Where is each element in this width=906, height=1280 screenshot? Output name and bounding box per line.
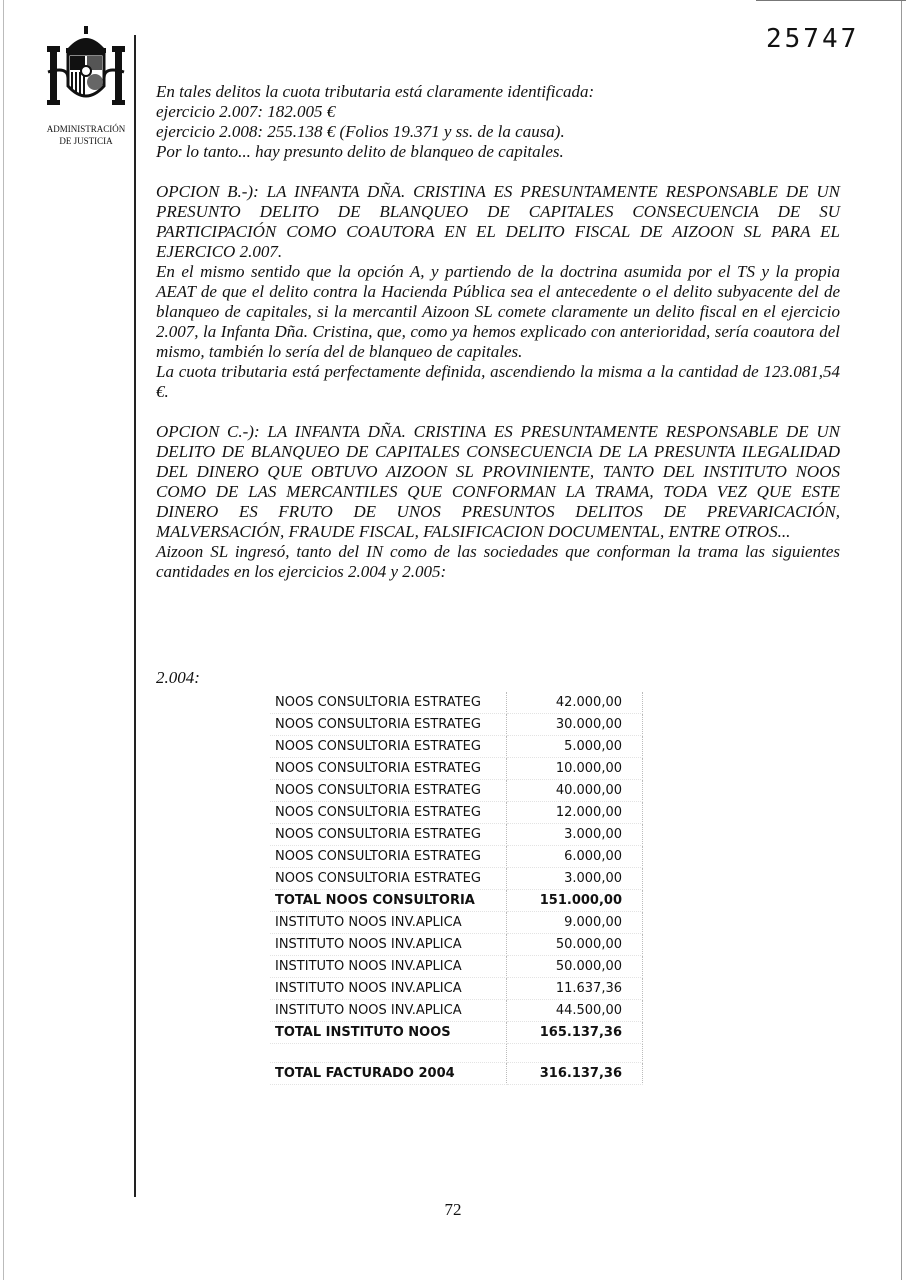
concept-cell: NOOS CONSULTORIA ESTRATEG <box>270 736 507 758</box>
coat-of-arms-logo <box>38 26 134 147</box>
paragraph: Aizoon SL ingresó, tanto del IN como de las sociedades que conforman la trama las siguientes cantidades en los ejercicios 2.004 y 2.005: <box>156 542 840 581</box>
logo-line: ADMINISTRACIÓN <box>46 124 126 134</box>
amount-cell: 9.000,00 <box>507 912 643 934</box>
concept-cell: TOTAL FACTURADO 2004 <box>270 1063 507 1085</box>
table-row <box>270 868 643 890</box>
table-row <box>270 978 643 1000</box>
document-body <box>156 82 840 582</box>
concept-cell: NOOS CONSULTORIA ESTRATEG <box>270 780 507 802</box>
concept-cell: TOTAL INSTITUTO NOOS <box>270 1022 507 1044</box>
payments-table <box>270 692 643 1085</box>
amount-cell: 50.000,00 <box>507 956 643 978</box>
concept-cell: TOTAL NOOS CONSULTORIA <box>270 890 507 912</box>
amount-cell: 316.137,36 <box>507 1063 643 1085</box>
concept-cell: INSTITUTO NOOS INV.APLICA <box>270 934 507 956</box>
logo-caption <box>38 123 134 147</box>
table-row <box>270 824 643 846</box>
table-row <box>270 912 643 934</box>
amount-cell: 3.000,00 <box>507 868 643 890</box>
table-row <box>270 758 643 780</box>
amount-cell: 42.000,00 <box>507 692 643 714</box>
paragraph: Por lo tanto... hay presunto delito de blanqueo de capitales. <box>156 142 564 161</box>
concept-cell: NOOS CONSULTORIA ESTRATEG <box>270 758 507 780</box>
concept-cell: NOOS CONSULTORIA ESTRATEG <box>270 868 507 890</box>
page-number: 72 <box>444 1200 462 1219</box>
option-c-heading: OPCION C.-): LA INFANTA DÑA. CRISTINA ES PRESUNTAMENTE RESPONSABLE DE UN DELITO DE BLANQUEO DE CAPITALES CONSECUENCIA DE LA PRESUNTA ILEGALIDAD DEL DINERO QUE OBTUVO AIZOON SL PROVINIENTE, TANTO DEL INSTITUTO NOOS COMO DE LAS MERCANTILES QUE CONFORMAN LA TRAMA, TODA VEZ QUE ESTE DINERO ES FRUTO DE UNOS PRESUNTOS DELITOS DE PREVARICACIÓN, MALVERSACIÓN, FRAUDE FISCAL, FALSIFICACION DOCUMENTAL, ENTRE OTROS... <box>156 422 840 541</box>
concept-cell: NOOS CONSULTORIA ESTRATEG <box>270 802 507 824</box>
logo-line: DE JUSTICIA <box>59 136 113 146</box>
table-row <box>270 846 643 868</box>
amount-cell: 30.000,00 <box>507 714 643 736</box>
concept-cell: NOOS CONSULTORIA ESTRATEG <box>270 692 507 714</box>
amount-cell: 44.500,00 <box>507 1000 643 1022</box>
paragraph: La cuota tributaria está perfectamente definida, ascendiendo la misma a la cantidad de 123.081,54 €. <box>156 362 840 401</box>
year-label: 2.004: <box>156 668 200 687</box>
table-total-row <box>270 1022 643 1044</box>
table-row <box>270 802 643 824</box>
table-row <box>270 1000 643 1022</box>
table-cell <box>507 1044 643 1063</box>
amount-cell: 151.000,00 <box>507 890 643 912</box>
paragraph: En el mismo sentido que la opción A, y partiendo de la doctrina asumida por el TS y la propia AEAT de que el delito contra la Hacienda Pública sea el antecedente o el delito subyacente del de blanqueo de capitales, si la mercantil Aizoon SL comete claramente un delito fiscal en el ejercicio 2.007, la Infanta Dña. Cristina, que, como ya hemos explicado con anterioridad, sería coautora del mismo, también lo sería del de blanqueo de capitales. <box>156 262 840 361</box>
table-row <box>270 714 643 736</box>
scan-edge <box>3 0 4 1280</box>
table-row <box>270 692 643 714</box>
scan-edge <box>901 0 902 1280</box>
coat-of-arms-icon <box>38 26 134 116</box>
concept-cell: NOOS CONSULTORIA ESTRATEG <box>270 846 507 868</box>
table-total-row <box>270 890 643 912</box>
table-row <box>270 956 643 978</box>
concept-cell: INSTITUTO NOOS INV.APLICA <box>270 1000 507 1022</box>
table-row <box>270 736 643 758</box>
table-row <box>270 780 643 802</box>
amount-cell: 6.000,00 <box>507 846 643 868</box>
folio-stamp: 25747 <box>766 24 860 54</box>
paragraph: En tales delitos la cuota tributaria está claramente identificada: <box>156 82 595 101</box>
paragraph: ejercicio 2.008: 255.138 € (Folios 19.371 y ss. de la causa). <box>156 122 565 141</box>
amount-cell: 12.000,00 <box>507 802 643 824</box>
amount-cell: 40.000,00 <box>507 780 643 802</box>
concept-cell: INSTITUTO NOOS INV.APLICA <box>270 912 507 934</box>
table-cell <box>270 1044 507 1063</box>
amount-cell: 3.000,00 <box>507 824 643 846</box>
margin-rule <box>134 35 136 1197</box>
concept-cell: NOOS CONSULTORIA ESTRATEG <box>270 714 507 736</box>
amount-cell: 50.000,00 <box>507 934 643 956</box>
paragraph: ejercicio 2.007: 182.005 € <box>156 102 336 121</box>
amount-cell: 11.637,36 <box>507 978 643 1000</box>
concept-cell: INSTITUTO NOOS INV.APLICA <box>270 956 507 978</box>
table-row <box>270 934 643 956</box>
amount-cell: 5.000,00 <box>507 736 643 758</box>
concept-cell: INSTITUTO NOOS INV.APLICA <box>270 978 507 1000</box>
option-b-heading: OPCION B.-): LA INFANTA DÑA. CRISTINA ES PRESUNTAMENTE RESPONSABLE DE UN PRESUNTO DELITO DE BLANQUEO DE CAPITALES CONSECUENCIA DE SU PARTICIPACIÓN COMO COAUTORA EN EL DELITO FISCAL DE AIZOON SL PARA EL EJERCICO 2.007. <box>156 182 840 261</box>
amount-cell: 165.137,36 <box>507 1022 643 1044</box>
table-spacer-row <box>270 1044 643 1063</box>
concept-cell: NOOS CONSULTORIA ESTRATEG <box>270 824 507 846</box>
scan-edge <box>756 0 906 1</box>
table-total-row <box>270 1063 643 1085</box>
amount-cell: 10.000,00 <box>507 758 643 780</box>
